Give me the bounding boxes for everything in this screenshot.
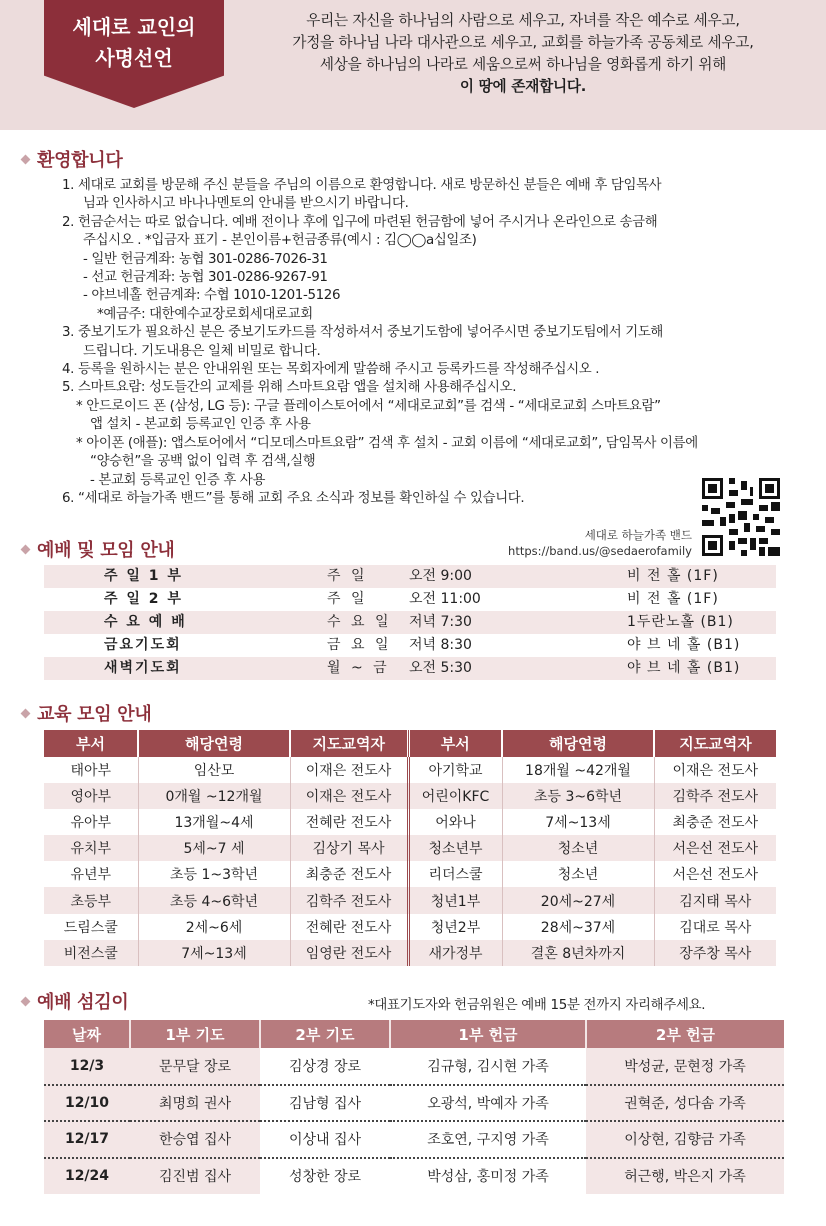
worship-title: 예배 및 모임 안내 xyxy=(22,536,175,562)
dept-cell: 비전스쿨 xyxy=(44,940,138,966)
diamond-bullet-icon xyxy=(21,996,31,1006)
prayer2-cell: 성창한 장로 xyxy=(260,1158,390,1195)
worship-table xyxy=(44,565,776,680)
offering1-cell: 오광석, 박예자 가족 xyxy=(390,1085,586,1122)
service-time: 오전 11:00 xyxy=(409,591,481,607)
education-header-row xyxy=(44,730,776,757)
service-name: 금요기도회 xyxy=(104,637,182,653)
offering2-cell: 허근행, 박은지 가족 xyxy=(624,1169,746,1186)
service-day: 월 ~ 금 xyxy=(327,660,390,676)
col-header: 해당연령 xyxy=(138,730,290,757)
account-holder: *예금주: 대한예수교장로회세대로교회 xyxy=(97,306,313,322)
worship-row xyxy=(44,588,776,611)
leader-cell: 장주창 목사 xyxy=(654,940,776,966)
mission-header xyxy=(0,0,826,130)
service-place: 1두란노홀 (B1) xyxy=(627,614,734,630)
education-table xyxy=(44,730,776,966)
col-header: 지도교역자 xyxy=(290,730,408,757)
age-cell: 청소년 xyxy=(502,835,654,861)
offering1-cell: 박성삼, 홍미정 가족 xyxy=(390,1158,586,1195)
welcome-line: * 아이폰 (애플): 앱스토어에서 “디모데스마트요람” 검색 후 설치 - 교회 이름에 “세대로교회”, 담임목사 이름에 xyxy=(76,435,698,451)
col-header: 1부 헌금 xyxy=(390,1020,586,1048)
band-label: 세대로 하늘가족 밴드 xyxy=(584,528,692,542)
prayer1-cell: 문무달 장로 xyxy=(130,1048,260,1085)
age-cell: 28세~37세 xyxy=(502,914,654,940)
dept-cell: 태아부 xyxy=(44,757,138,783)
leader-cell: 김상기 목사 xyxy=(290,835,408,861)
leader-cell: 전혜란 전도사 xyxy=(290,914,408,940)
dept-cell: 드림스쿨 xyxy=(44,914,138,940)
leader-cell: 김대로 목사 xyxy=(679,919,752,936)
dept-cell: 초등부 xyxy=(44,887,138,913)
leader-cell: 이재은 전도사 xyxy=(290,783,408,809)
offering1-cell: 조호연, 구지영 가족 xyxy=(390,1121,586,1158)
service-day: 수 요 일 xyxy=(327,614,392,630)
welcome-line: 주십시오 . *입금자 표기 - 본인이름+헌금종류(예시 : 김◯◯a십일조) xyxy=(83,233,477,249)
offering2-cell: 이상현, 김향금 가족 xyxy=(586,1121,784,1158)
service-name: 주 일 2 부 xyxy=(104,591,183,607)
leader-cell: 전혜란 전도사 xyxy=(290,809,408,835)
leader-cell: 김학주 전도사 xyxy=(290,887,408,913)
service-day: 금 요 일 xyxy=(327,637,392,653)
dept-cell: 유년부 xyxy=(44,861,138,887)
leader-cell: 이재은 전도사 xyxy=(672,763,759,780)
account-line: - 일반 헌금계좌: 농협 301-0286-7026-31 xyxy=(83,251,328,267)
service-place: 야 브 네 홀 (B1) xyxy=(627,660,741,676)
service-time: 저녁 7:30 xyxy=(409,614,472,630)
age-cell: 20세~27세 xyxy=(502,887,654,913)
col-header: 1부 기도 xyxy=(130,1020,260,1048)
dept-cell: 영아부 xyxy=(44,783,138,809)
banner-line2: 사명선언 xyxy=(95,46,173,70)
age-cell: 결혼 8년차까지 xyxy=(502,940,654,966)
service-place: 야 브 네 홀 (B1) xyxy=(627,637,741,653)
age-cell: 2세~6세 xyxy=(138,914,290,940)
table-row xyxy=(44,1085,784,1122)
welcome-line: 4. 등록을 원하시는 분은 안내위원 또는 목회자에게 말씀해 주시고 등록카드를 작성해주십시오 . xyxy=(62,362,600,378)
dept-cell: 아기학교 xyxy=(408,757,502,783)
table-row xyxy=(44,940,776,966)
leader-cell: 서은선 전도사 xyxy=(672,867,759,884)
service-time: 오전 5:30 xyxy=(409,660,472,676)
qr-code-icon[interactable] xyxy=(702,478,780,556)
leader-cell: 최충준 전도사 xyxy=(672,815,759,832)
account-line: - 선교 헌금계좌: 농협 301-0286-9267-91 xyxy=(83,270,328,286)
leader-cell: 김학주 전도사 xyxy=(654,783,776,809)
offering2-cell: 권혁준, 성다솜 가족 xyxy=(586,1085,784,1122)
leader-cell: 이재은 전도사 xyxy=(290,757,408,783)
diamond-bullet-icon xyxy=(21,544,31,554)
prayer2-cell: 김남형 집사 xyxy=(260,1085,390,1122)
service-name: 수 요 예 배 xyxy=(104,614,187,630)
table-row xyxy=(44,835,776,861)
serving-header-row xyxy=(44,1020,784,1048)
dept-cell: 리더스쿨 xyxy=(408,861,502,887)
welcome-line: 2. 헌금순서는 따로 없습니다. 예배 전이나 후에 입구에 마련된 헌금함에 넣어 주시거나 온라인으로 송금해 xyxy=(62,214,658,230)
date-cell: 12/24 xyxy=(64,1168,110,1185)
col-header: 해당연령 xyxy=(502,730,654,757)
diamond-bullet-icon xyxy=(21,154,31,164)
welcome-line: 3. 중보기도가 필요하신 분은 중보기도카드를 작성하셔서 중보기도함에 넣어주시면 중보기도팀에서 기도해 xyxy=(62,325,663,341)
service-time: 오전 9:00 xyxy=(409,568,472,584)
welcome-line: 드립니다. 기도내용은 일체 비밀로 합니다. xyxy=(83,343,321,359)
prayer1-cell: 한승엽 집사 xyxy=(130,1121,260,1158)
prayer2-cell: 김상경 장로 xyxy=(260,1048,390,1085)
leader-cell: 서은선 전도사 xyxy=(654,835,776,861)
col-header: 지도교역자 xyxy=(654,730,776,757)
dept-cell: 어와나 xyxy=(408,809,502,835)
worship-row xyxy=(44,565,776,588)
leader-cell: 최충준 전도사 xyxy=(290,861,408,887)
leader-cell: 김지태 목사 xyxy=(654,887,776,913)
col-header: 부서 xyxy=(44,730,138,757)
band-url[interactable]: https://band.us/@sedaerofamily xyxy=(508,544,692,558)
service-day: 주 일 xyxy=(327,568,368,584)
education-title: 교육 모임 안내 xyxy=(22,700,151,726)
service-name: 주 일 1 부 xyxy=(104,568,183,584)
age-cell: 7세~13세 xyxy=(502,809,654,835)
mission-line: 우리는 자신을 하나님의 사람으로 세우고, 자녀를 작은 예수로 세우고, xyxy=(306,12,740,29)
age-cell: 7세~13세 xyxy=(138,940,290,966)
offering2-cell: 박성균, 문현정 가족 xyxy=(586,1048,784,1085)
dept-cell: 청소년부 xyxy=(408,835,502,861)
table-row xyxy=(44,783,776,809)
mission-line: 이 땅에 존재합니다. xyxy=(459,78,587,95)
table-row xyxy=(44,809,776,835)
age-cell: 0개월 ~12개월 xyxy=(138,783,290,809)
service-time: 저녁 8:30 xyxy=(409,637,472,653)
welcome-list xyxy=(62,177,802,508)
account-line: - 야브네홀 헌금계좌: 수협 1010-1201-5126 xyxy=(83,288,341,304)
age-cell: 청소년 xyxy=(502,861,654,887)
welcome-line: 6. “세대로 하늘가족 밴드”를 통해 교회 주요 소식과 정보를 확인하실 수 있습니다. xyxy=(62,490,525,506)
band-info xyxy=(508,527,692,559)
banner-title xyxy=(44,12,224,74)
col-header: 부서 xyxy=(408,730,502,757)
service-day: 주 일 xyxy=(327,591,368,607)
table-row xyxy=(44,1048,784,1085)
mission-line: 가정을 하나님 나라 대사관으로 세우고, 교회를 하늘가족 공동체로 세우고, xyxy=(292,34,754,51)
worship-row xyxy=(44,657,776,680)
prayer2-cell: 이상내 집사 xyxy=(260,1121,390,1158)
table-row xyxy=(44,861,776,887)
serving-title: 예배 섬김이 xyxy=(22,988,128,1014)
welcome-line: “양승헌”을 공백 없이 입력 후 검색,실행 xyxy=(90,454,316,470)
dept-cell: 새가정부 xyxy=(408,940,502,966)
diamond-bullet-icon xyxy=(21,708,31,718)
worship-row xyxy=(44,611,776,634)
banner-line1: 세대로 교인의 xyxy=(72,15,196,39)
date-cell: 12/17 xyxy=(44,1121,130,1158)
col-header: 2부 기도 xyxy=(260,1020,390,1048)
dept-cell: 유아부 xyxy=(44,809,138,835)
age-cell: 초등 1~3학년 xyxy=(138,861,290,887)
welcome-line: * 안드로이드 폰 (삼성, LG 등): 구글 플레이스토어에서 “세대로교회”를 검색 - “세대로교회 스마트요람” xyxy=(76,398,661,414)
welcome-line: 5. 스마트요람: 성도들간의 교제를 위해 스마트요람 앱을 설치해 사용해주십시오. xyxy=(62,380,517,396)
mission-line: 세상을 하나님의 나라로 세움으로써 하나님을 영화롭게 하기 위해 xyxy=(319,56,727,73)
col-header: 2부 헌금 xyxy=(586,1020,784,1048)
age-cell: 초등 4~6학년 xyxy=(138,887,290,913)
age-cell: 초등 3~6학년 xyxy=(502,783,654,809)
table-row xyxy=(44,1158,784,1195)
table-row xyxy=(44,887,776,913)
prayer1-cell: 최명희 권사 xyxy=(130,1085,260,1122)
table-row xyxy=(44,914,776,940)
prayer1-cell: 김진범 집사 xyxy=(158,1169,232,1186)
service-place: 비 전 홀 (1F) xyxy=(627,591,719,607)
table-row xyxy=(44,1121,784,1158)
table-row xyxy=(44,757,776,783)
welcome-line: - 본교회 등록교인 인증 후 사용 xyxy=(90,472,266,488)
service-name: 새벽기도회 xyxy=(104,660,182,676)
welcome-line: 1. 세대로 교회를 방문해 주신 분들을 주님의 이름으로 환영합니다. 새로 방문하신 분들은 예배 후 담임목사 xyxy=(62,178,662,193)
date-cell: 12/3 xyxy=(44,1048,130,1085)
dept-cell: 청년1부 xyxy=(408,887,502,913)
age-cell: 임산모 xyxy=(138,757,290,783)
age-cell: 18개월 ~42개월 xyxy=(502,757,654,783)
age-cell: 5세~7 세 xyxy=(138,835,290,861)
age-cell: 13개월~4세 xyxy=(138,809,290,835)
dept-cell: 유치부 xyxy=(44,835,138,861)
mission-statement xyxy=(238,10,808,98)
serving-table xyxy=(44,1020,784,1194)
col-header: 날짜 xyxy=(44,1020,130,1048)
service-place: 비 전 홀 (1F) xyxy=(627,568,719,584)
welcome-line: 님과 인사하시고 바나나멘토의 안내를 받으시기 바랍니다. xyxy=(83,196,409,212)
dept-cell: 청년2부 xyxy=(408,914,502,940)
dept-cell: 어린이KFC xyxy=(408,783,502,809)
leader-cell: 임영란 전도사 xyxy=(290,940,408,966)
worship-row xyxy=(44,634,776,657)
serving-note: *대표기도자와 헌금위원은 예배 15분 전까지 자리해주세요. xyxy=(368,998,706,1013)
welcome-line: 앱 설치 - 본교회 등록교인 인증 후 사용 xyxy=(90,417,311,433)
date-cell: 12/10 xyxy=(44,1085,130,1122)
welcome-title: 환영합니다 xyxy=(22,146,122,172)
offering1-cell: 김규형, 김시현 가족 xyxy=(390,1048,586,1085)
